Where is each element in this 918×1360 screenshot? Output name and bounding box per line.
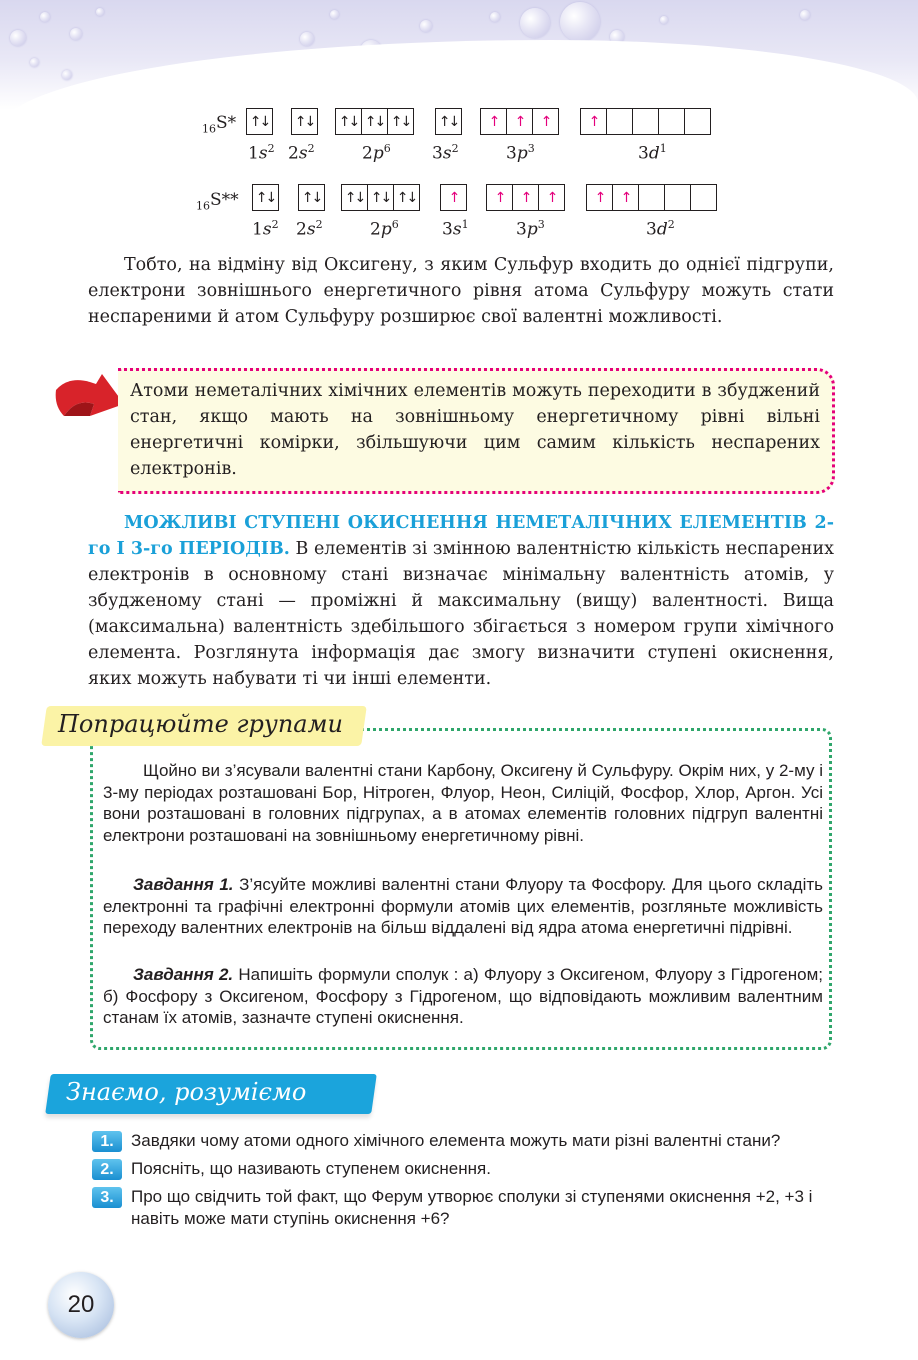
orbital-cell-paired: ↑↓ xyxy=(252,184,279,211)
orbital-cell-unpaired: ↑ xyxy=(612,184,639,211)
orbital-group xyxy=(440,184,467,211)
orbital-group xyxy=(298,184,325,211)
callout-text: Атоми неметалічних хімічних елементів можуть переходити в збуджений стан, якщо мають на зовнішньому енергетичному рівні вільні енергетичні комірки, збільшуючи цим самим кількість неспарених електронів. xyxy=(130,381,820,479)
orbital-cell-paired: ↑↓ xyxy=(387,108,414,135)
orbital-label-s-double-star: $_{16}$S** xyxy=(196,190,239,213)
orbital-group xyxy=(341,184,420,211)
question-text: Завдяки чому атоми одного хімічного елемента можуть мати різні валентні стани? xyxy=(131,1131,781,1150)
sublevel-label: $2p^6$ xyxy=(362,142,391,164)
sublevel-label: $3d^1$ xyxy=(638,142,667,164)
orbital-group xyxy=(246,108,273,135)
question-number-badge: 1. xyxy=(92,1131,122,1152)
sublevel-label: $2s^2$ xyxy=(288,142,315,164)
question-number-badge: 2. xyxy=(92,1159,122,1180)
orbital-group xyxy=(435,108,462,135)
orbital-cell-unpaired: ↑ xyxy=(586,184,613,211)
orbital-cell-unpaired: ↑ xyxy=(440,184,467,211)
sublevel-label: $1s^2$ xyxy=(248,142,275,164)
header-decoration xyxy=(0,0,918,110)
question-item xyxy=(92,1130,852,1152)
orbital-cell-paired: ↑↓ xyxy=(246,108,273,135)
orbital-cell-paired: ↑↓ xyxy=(335,108,362,135)
task-1-label: Завдання 1. xyxy=(133,875,234,894)
sublevel-label: $3s^1$ xyxy=(442,218,469,240)
orbital-cell-paired: ↑↓ xyxy=(341,184,368,211)
sublevel-label: $3d^2$ xyxy=(646,218,675,240)
sublevel-label: $2s^2$ xyxy=(296,218,323,240)
sublevel-label: $3s^2$ xyxy=(432,142,459,164)
orbital-cell-unpaired: ↑ xyxy=(480,108,507,135)
orbital-cell-empty xyxy=(658,108,685,135)
orbital-cell-paired: ↑↓ xyxy=(367,184,394,211)
orbital-cell-paired: ↑↓ xyxy=(435,108,462,135)
orbital-cell-unpaired: ↑ xyxy=(532,108,559,135)
paragraph-sulfur: Тобто, на відміну від Оксигену, з яким Сульфур входить до однієї підгрупи, електрони зовнішнього енергетичного рівня атома Сульфуру можуть стати неспареними й атом Сульфуру розширює свої валентні можливості. xyxy=(88,255,834,327)
orbital-cell-empty xyxy=(606,108,633,135)
orbital-cell-empty xyxy=(690,184,717,211)
section-oxidation-states xyxy=(88,510,834,692)
orbital-cell-unpaired: ↑ xyxy=(538,184,565,211)
question-text: Про що свідчить той факт, що Ферум утворює сполуки зі ступенями окиснення +2, +3 і навіть може мати ступінь окиснення +6? xyxy=(131,1187,813,1228)
sublevel-label: $3p^3$ xyxy=(516,218,545,240)
sublevel-label: $1s^2$ xyxy=(252,218,279,240)
question-item xyxy=(92,1186,844,1230)
question-item xyxy=(92,1158,852,1180)
orbital-group xyxy=(486,184,565,211)
orbital-cell-empty xyxy=(664,184,691,211)
group-work-task-2: Завдання 2. Напишіть формули сполук : а) Флуору з Оксигеном, Флуору з Гідрогеном; б) Фосфору з Оксигеном, Фосфору з Гідрогеном, що відповідають можливим валентним станам їх атомів, зазначте ступені окиснення. xyxy=(103,965,823,1027)
orbital-group xyxy=(335,108,414,135)
group-work-tab-label: Попрацюйте групами xyxy=(58,710,343,738)
orbital-cell-unpaired: ↑ xyxy=(580,108,607,135)
sublevel-label: $2p^6$ xyxy=(370,218,399,240)
orbital-cell-empty xyxy=(638,184,665,211)
orbital-cell-paired: ↑↓ xyxy=(298,184,325,211)
orbital-group xyxy=(586,184,717,211)
know-understand-tab-label: Знаємо, розуміємо xyxy=(66,1078,307,1106)
orbital-cell-unpaired: ↑ xyxy=(512,184,539,211)
orbital-cell-empty xyxy=(632,108,659,135)
section-body: В елементів зі змінною валентністю кількість неспарених електронів в основному стані визначає мінімальну валентність атомів, у збудженому стані — проміжні й максимальну (вищу) валентності. Вища (максимальна) валентність здебільшого збігається з номером групи хімічного елемента. Розглянута інформація дає змогу визначити ступені окиснення, яких можуть набувати ті чи інші елементи. xyxy=(88,539,835,689)
orbital-cell-paired: ↑↓ xyxy=(291,108,318,135)
orbital-label-s-star: $_{16}$S* xyxy=(202,113,237,136)
orbital-cell-paired: ↑↓ xyxy=(361,108,388,135)
group-work-intro: Щойно ви з’ясували валентні стани Карбону, Оксигену й Сульфуру. Окрім них, у 2-му і 3-му періодах розташовані Бор, Нітроген, Флуор, Неон, Силіцій, Фосфор, Хлор, Аргон. Усі вони розташовані в головних підгрупах, а в атомах елементів головних підгруп валентні електрони розташовані на зовнішньому енергетичному рівні. xyxy=(103,761,823,845)
orbital-group xyxy=(291,108,318,135)
orbital-group xyxy=(580,108,711,135)
orbital-cell-unpaired: ↑ xyxy=(506,108,533,135)
question-text: Поясніть, що називають ступенем окиснення. xyxy=(131,1159,491,1178)
task-2-label: Завдання 2. xyxy=(133,965,234,984)
sublevel-label: $3p^3$ xyxy=(506,142,535,164)
section-heading: МОЖЛИВІ СТУПЕНІ ОКИСНЕННЯ НЕМЕТАЛІЧНИХ ЕЛЕМЕНТІВ 2-го І 3-го ПЕРІОДІВ. xyxy=(88,513,834,559)
group-work-task-1: Завдання 1. З’ясуйте можливі валентні стани Флуору та Фосфору. Для цього складіть електронні та графічні електронні формули атомів цих елементів, розгляньте можливість переходу валентних електронів на більш віддалені від ядра атома енергетичні підрівні. xyxy=(103,875,823,937)
orbital-cell-paired: ↑↓ xyxy=(393,184,420,211)
page-number: 20 xyxy=(48,1272,114,1338)
orbital-cell-unpaired: ↑ xyxy=(486,184,513,211)
orbital-group xyxy=(480,108,559,135)
orbital-cell-empty xyxy=(684,108,711,135)
orbital-group xyxy=(252,184,279,211)
question-number-badge: 3. xyxy=(92,1187,122,1208)
